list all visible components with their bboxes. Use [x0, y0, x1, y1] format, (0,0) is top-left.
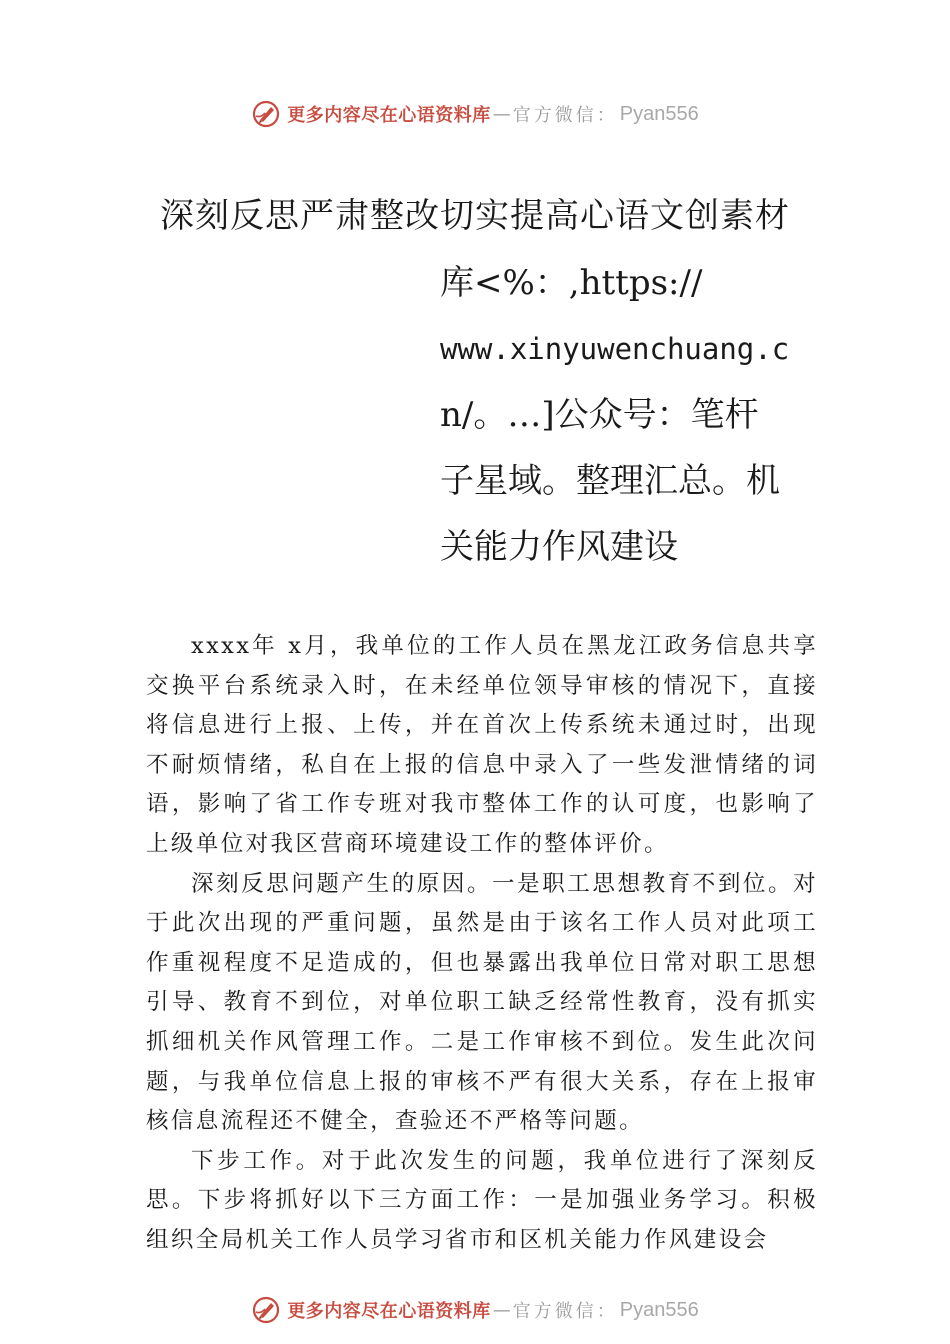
- body-paragraph: 下步工作。对于此次发生的问题，我单位进行了深刻反思。下步将抓好以下三方面工作：一是加强业务学习。积极组织全局机关工作人员学习省市和区机关能力作风建设会: [146, 1147, 818, 1253]
- watermark-wechat-label: 官方微信：: [512, 1301, 618, 1322]
- watermark-wechat-label: 官方微信：: [512, 105, 618, 126]
- watermark-banner-top: [0, 92, 950, 136]
- watermark-main-text: 更多内容尽在心语资料库: [287, 1301, 491, 1322]
- body-paragraph: 深刻反思问题产生的原因。一是职工思想教育不到位。对于此次出现的严重问题，虽然是由于该名工作人员对此项工作重视程度不足造成的，但也暴露出我单位日常对职工思想引导、教育不到位，对单位职工缺乏经常性教育，没有抓实抓细机关作风管理工作。二是工作审核不到位。发生此次问题，与我单位信息上报的审核不严有很大关系，存在上报审核信息流程还不健全，查验还不严格等问题。: [146, 870, 818, 1135]
- watermark-wechat-id: Pyan556: [619, 102, 699, 125]
- watermark-separator: —: [492, 103, 511, 125]
- document-title-continuation: [440, 252, 800, 582]
- title-line: www.xinyuwenchuang.c: [440, 332, 790, 366]
- watermark-main-text: 更多内容尽在心语资料库: [287, 105, 491, 126]
- pen-logo-icon: [251, 1295, 281, 1325]
- pen-logo-icon: [251, 99, 281, 129]
- title-line: 关能力作风建设: [440, 527, 678, 567]
- watermark-banner-bottom: [0, 1288, 950, 1332]
- watermark-wechat-id: Pyan556: [619, 1298, 699, 1321]
- title-line: 库<%：,https://: [440, 263, 703, 303]
- title-line: n/。…]公众号：笔杆: [440, 395, 759, 435]
- document-title-line-1: 深刻反思严肃整改切实提高心语文创素材: [160, 196, 790, 236]
- watermark-separator: —: [492, 1299, 511, 1321]
- title-line: 子星域。整理汇总。机: [440, 461, 780, 501]
- body-paragraph: xxxx年 x月，我单位的工作人员在黑龙江政务信息共享交换平台系统录入时，在未经单位领导审核的情况下，直接将信息进行上报、上传，并在首次上传系统未通过时，出现不耐烦情绪，私自在上报的信息中录入了一些发泄情绪的词语，影响了省工作专班对我市整体工作的认可度，也影响了上级单位对我区营商环境建设工作的整体评价。: [146, 633, 818, 857]
- document-body: [146, 627, 818, 1261]
